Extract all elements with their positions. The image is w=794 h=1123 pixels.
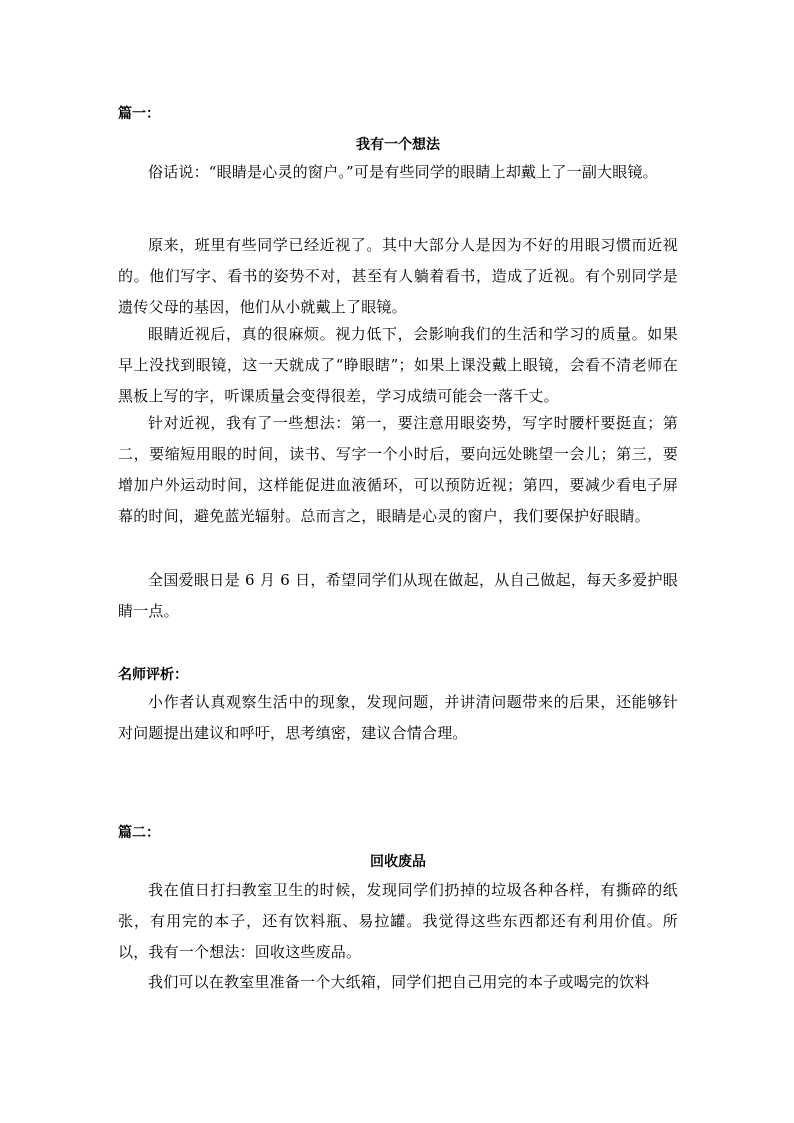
section-one-label: 篇一： <box>118 106 160 122</box>
section-one-paragraph-4: 针对近视，我有了一些想法：第一，要注意用眼姿势，写字时腰杆要挺直；第二，要缩短用眼的时间，读书、写字一个小时后，要向远处眺望一会儿；第三，要增加户外运动时间，这样能促进血液循环，可以预防近视；第四，要减少看电子屏幕的时间，避免蓝光辐射。总而言之，眼睛是心灵的窗户，我们要保护好眼睛。 <box>118 414 678 525</box>
section-one-paragraph-1: 俗话说：“眼睛是心灵的窗户。”可是有些同学的眼睛上却戴上了一副大眼镜。 <box>148 163 658 181</box>
section-two-paragraph-2: 我们可以在教室里准备一个大纸箱，同学们把自己用完的本子或喝完的饮料 <box>148 973 650 991</box>
review-text: 小作者认真观察生活中的现象，发现问题，并讲清问题带来的后果，还能够针对问题提出建议和呼吁，思考缜密，建议合情合理。 <box>118 693 678 742</box>
review-label: 名师评析： <box>118 667 188 683</box>
section-two-label: 篇二： <box>118 825 160 841</box>
section-two-paragraph-1: 我在值日打扫教室卫生的时候，发现同学们扔掉的垃圾各种各样，有撕碎的纸张，有用完的本子，还有饮料瓶、易拉罐。我觉得这些东西都还有利用价值。所以，我有一个想法：回收这些废品。 <box>118 881 678 961</box>
section-one-paragraph-3: 眼睛近视后，真的很麻烦。视力低下，会影响我们的生活和学习的质量。如果早上没找到眼镜，这一天就成了“睁眼瞎”；如果上课没戴上眼镜，会看不清老师在黑板上写的字，听课质量会变得很差，学习成绩可能会一落千丈。 <box>118 325 678 405</box>
section-one-paragraph-2: 原来，班里有些同学已经近视了。其中大部分人是因为不好的用眼习惯而近视的。他们写字、看书的姿势不对，甚至有人躺着看书，造成了近视。有个别同学是遗传父母的基因，他们从小就戴上了眼镜。 <box>118 236 678 316</box>
section-one-title: 我有一个想法 <box>356 137 440 153</box>
section-two-title: 回收废品 <box>370 854 426 870</box>
section-one-paragraph-5: 全国爱眼日是 6 月 6 日，希望同学们从现在做起，从自己做起，每天多爱护眼睛一点。 <box>118 571 678 620</box>
